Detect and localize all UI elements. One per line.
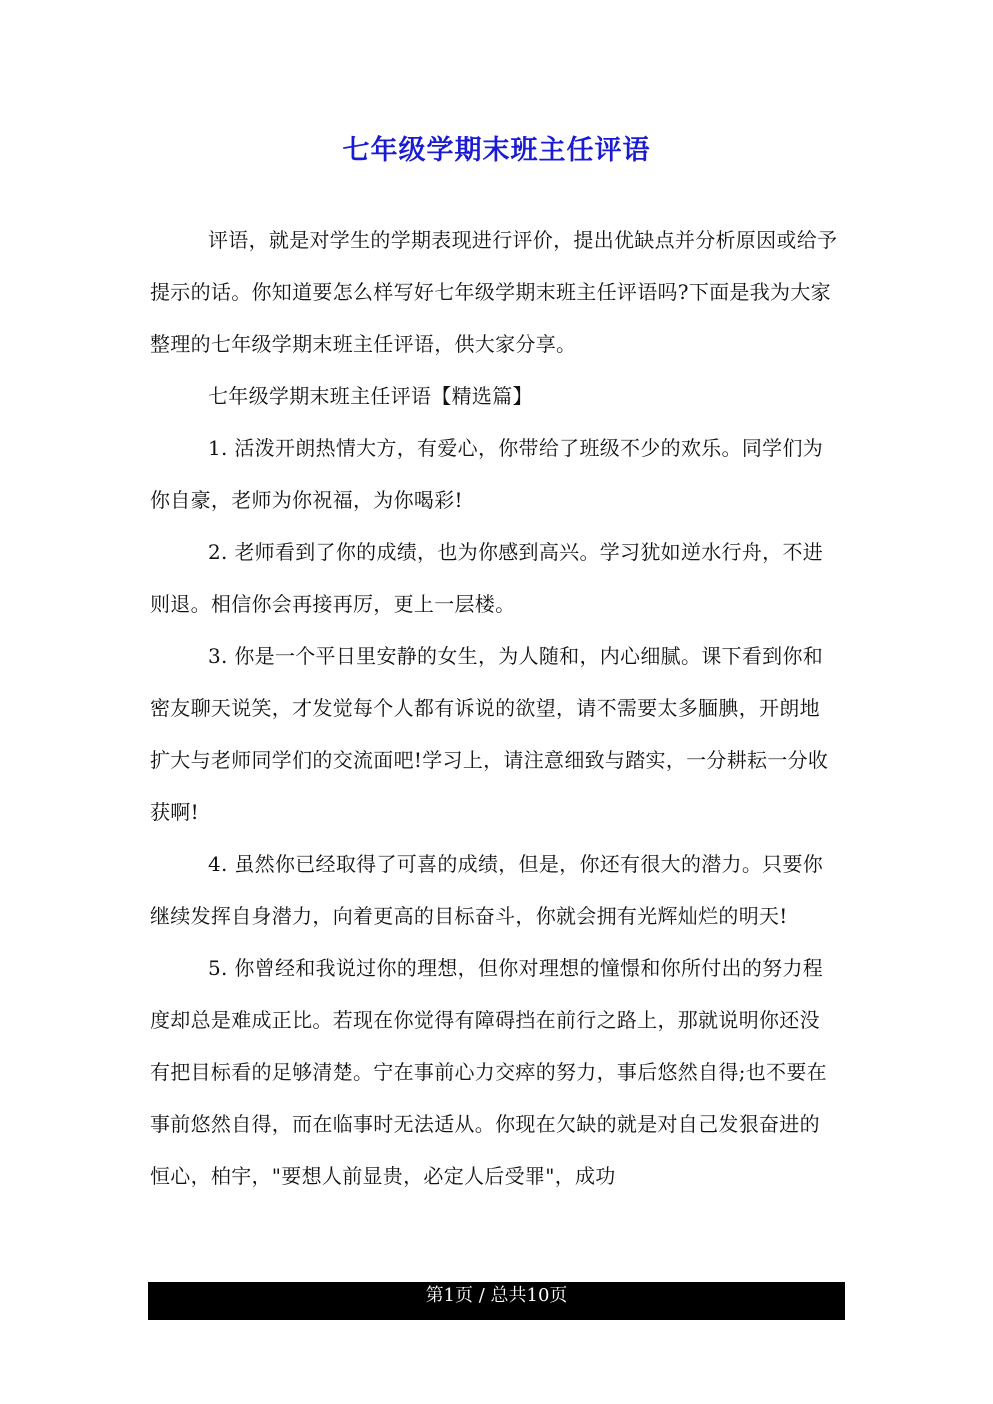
document-title: 七年级学期末班主任评语 xyxy=(342,135,651,166)
document-body xyxy=(150,214,840,1202)
comment-paragraph-2: 2. 老师看到了你的成绩，也为你感到高兴。学习犹如逆水行舟，不进则退。相信你会再接再厉，更上一层楼。 xyxy=(150,540,824,616)
comment-paragraph-5: 5. 你曾经和我说过你的理想，但你对理想的憧憬和你所付出的努力程度却总是难成正比。若现在你觉得有障碍挡在前行之路上，那就说明你还没有把目标看的足够清楚。宁在事前心力交瘁的努力，事后悠然自得;也不要在事前悠然自得，而在临事时无法适从。你现在欠缺的就是对自己发狠奋进的恒心，柏宇，"要想人前显贵，必定人后受罪"，成功 xyxy=(150,956,827,1188)
comment-paragraph-1: 1. 活泼开朗热情大方，有爱心，你带给了班级不少的欢乐。同学们为你自豪，老师为你祝福，为你喝彩! xyxy=(150,436,824,512)
page-indicator: 第1页 / 总共10页 xyxy=(425,1285,568,1306)
intro-paragraph: 评语，就是对学生的学期表现进行评价，提出优缺点并分析原因或给予提示的话。你知道要怎么样写好七年级学期末班主任评语吗?下面是我为大家整理的七年级学期末班主任评语，供大家分享。 xyxy=(150,228,838,356)
comment-paragraph-4: 4. 虽然你已经取得了可喜的成绩，但是，你还有很大的潜力。只要你继续发挥自身潜力，向着更高的目标奋斗，你就会拥有光辉灿烂的明天! xyxy=(150,852,824,928)
comment-paragraph-3: 3. 你是一个平日里安静的女生，为人随和，内心细腻。课下看到你和密友聊天说笑，才发觉每个人都有诉说的欲望，请不需要太多腼腆，开朗地扩大与老师同学们的交流面吧!学习上，请注意细致与踏实，一分耕耘一分收获啊! xyxy=(150,644,829,824)
section-heading: 七年级学期末班主任评语【精选篇】 xyxy=(208,384,533,408)
page-footer xyxy=(148,1282,845,1320)
